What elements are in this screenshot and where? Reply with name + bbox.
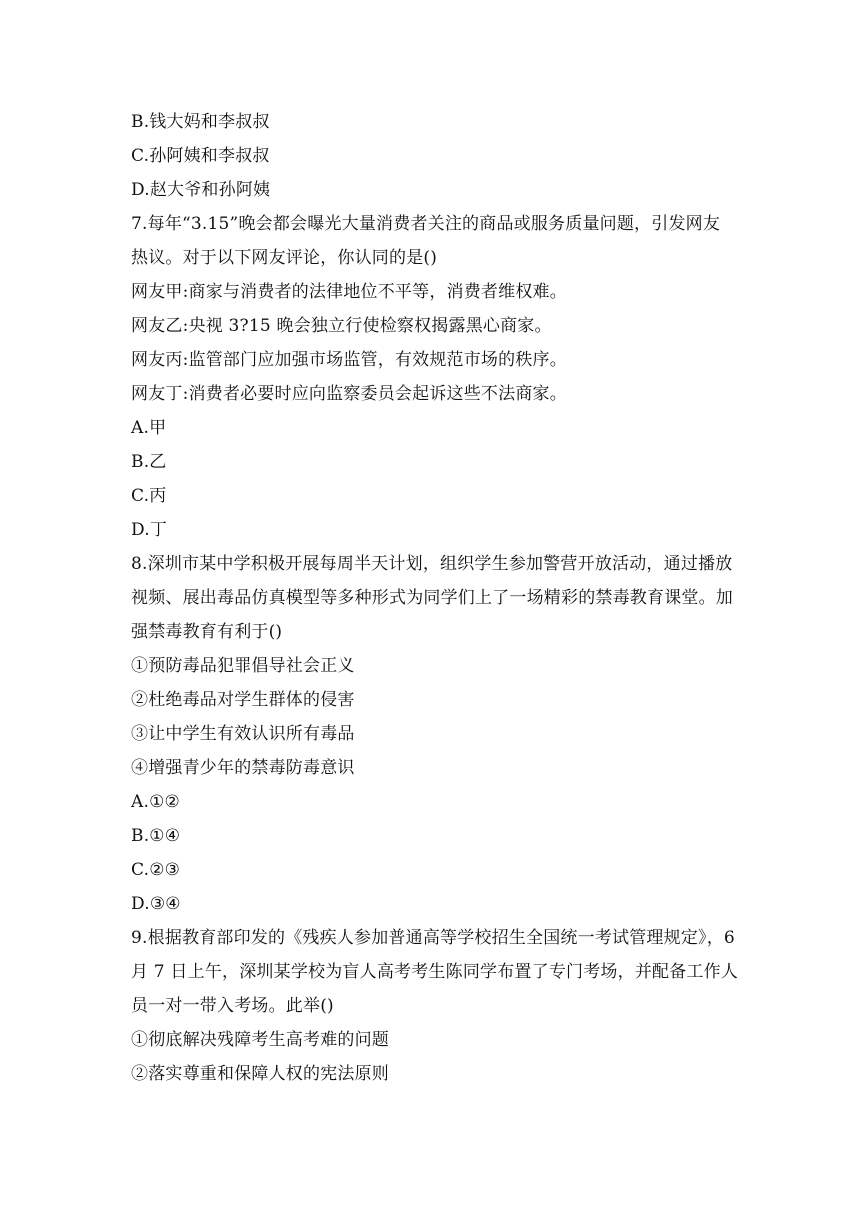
option-line: B.乙 bbox=[131, 452, 167, 472]
question-8-text: 视频、展出毒品仿真模型等多种形式为同学们上了一场精彩的禁毒教育课堂。加 bbox=[131, 588, 733, 608]
option-line: A.甲 bbox=[131, 418, 167, 438]
comment-line: 网友甲:商家与消费者的法律地位不平等，消费者维权难。 bbox=[131, 282, 567, 302]
option-line: A.①② bbox=[131, 792, 180, 812]
question-7-text: 7.每年“3.15”晚会都会曝光大量消费者关注的商品或服务质量问题，引发网友 bbox=[131, 214, 721, 234]
option-line: C.孙阿姨和李叔叔 bbox=[131, 146, 270, 166]
comment-line: 网友乙:央视 3?15 晚会独立行使检察权揭露黑心商家。 bbox=[131, 316, 552, 336]
question-7-text: 热议。对于以下网友评论，你认同的是() bbox=[131, 248, 438, 268]
option-line: B.①④ bbox=[131, 826, 181, 846]
statement-line: ②杜绝毒品对学生群体的侵害 bbox=[131, 690, 355, 710]
statement-line: ③让中学生有效认识所有毒品 bbox=[131, 724, 355, 744]
question-9-text: 9.根据教育部印发的《残疾人参加普通高等学校招生全国统一考试管理规定》，6 bbox=[131, 928, 735, 948]
question-8-text: 强禁毒教育有利于() bbox=[131, 622, 283, 642]
option-line: D.③④ bbox=[131, 894, 181, 914]
question-9-text: 员一对一带入考场。此举() bbox=[131, 996, 334, 1016]
comment-line: 网友丁:消费者必要时应向监察委员会起诉这些不法商家。 bbox=[131, 384, 567, 404]
option-line: C.②③ bbox=[131, 860, 181, 880]
document-body bbox=[131, 108, 741, 1094]
statement-line: ②落实尊重和保障人权的宪法原则 bbox=[131, 1064, 389, 1084]
option-line: D.丁 bbox=[131, 520, 168, 540]
question-9-text: 月 7 日上午，深圳某学校为盲人高考考生陈同学布置了专门考场，并配备工作人 bbox=[131, 962, 739, 982]
statement-line: ①彻底解决残障考生高考难的问题 bbox=[131, 1030, 389, 1050]
option-line: B.钱大妈和李叔叔 bbox=[131, 112, 270, 132]
option-line: C.丙 bbox=[131, 486, 167, 506]
statement-line: ④增强青少年的禁毒防毒意识 bbox=[131, 758, 355, 778]
statement-line: ①预防毒品犯罪倡导社会正义 bbox=[131, 656, 355, 676]
option-line: D.赵大爷和孙阿姨 bbox=[131, 180, 271, 200]
comment-line: 网友丙:监管部门应加强市场监管，有效规范市场的秩序。 bbox=[131, 350, 567, 370]
question-8-text: 8.深圳市某中学积极开展每周半天计划，组织学生参加警营开放活动，通过播放 bbox=[131, 554, 733, 574]
